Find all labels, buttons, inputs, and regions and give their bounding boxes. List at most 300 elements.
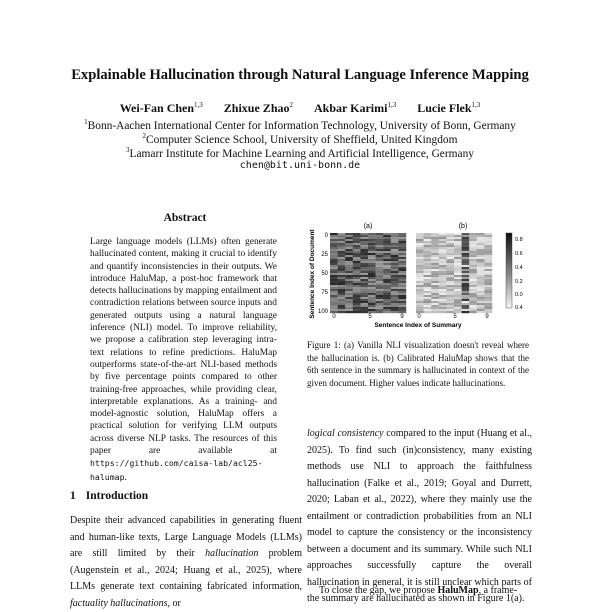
heatmap-cell	[416, 309, 424, 311]
heatmap-cell	[368, 289, 376, 291]
heatmap-cell	[484, 245, 492, 247]
heatmap-cell	[454, 271, 462, 273]
heatmap-cell	[360, 253, 368, 255]
heatmap-cell	[431, 301, 439, 303]
heatmap-cell	[383, 249, 391, 251]
heatmap-cell	[431, 305, 439, 307]
heatmap-cell	[330, 279, 338, 281]
heatmap-cell	[338, 245, 346, 247]
heatmap-cell	[446, 269, 454, 271]
heatmap-cell	[454, 277, 462, 279]
heatmap-cell	[431, 307, 439, 309]
heatmap-cell	[469, 285, 477, 287]
heatmap-cell	[391, 309, 399, 311]
heatmap-cell	[383, 261, 391, 263]
heatmap-cell	[330, 265, 338, 267]
heatmap-cell	[360, 233, 368, 235]
heatmap-cell	[454, 285, 462, 287]
heatmap-cell	[454, 261, 462, 263]
contact-email[interactable]: chen@bit.uni-bonn.de	[239, 160, 361, 171]
heatmap-cell	[338, 277, 346, 279]
heatmap-cell	[431, 311, 439, 313]
y-tick: 50	[321, 271, 328, 277]
heatmap-cell	[391, 239, 399, 241]
heatmap-cell	[376, 273, 384, 275]
heatmap-cell	[416, 237, 424, 239]
heatmap-cell	[383, 283, 391, 285]
heatmap-cell	[353, 269, 361, 271]
heatmap-cell	[484, 237, 492, 239]
heatmap-cell	[446, 285, 454, 287]
heatmap-cell	[446, 265, 454, 267]
heatmap-cell	[376, 235, 384, 237]
heatmap-cell	[376, 239, 384, 241]
heatmap-cell	[477, 271, 485, 273]
heatmap-cell	[391, 311, 399, 313]
heatmap-cell	[391, 241, 399, 243]
heatmap-cell	[469, 239, 477, 241]
heatmap-cell	[416, 243, 424, 245]
heatmap-cell	[391, 295, 399, 297]
heatmap-cell	[345, 259, 353, 261]
heatmap-cell	[477, 255, 485, 257]
heatmap-cell	[484, 291, 492, 293]
heatmap-cell	[462, 263, 470, 265]
heatmap-cell	[376, 303, 384, 305]
heatmap-cell	[330, 299, 338, 301]
heatmap-cell	[469, 245, 477, 247]
paper-title: Explainable Hallucination through Natural Language Inference Mapping	[71, 67, 529, 83]
heatmap-cell	[383, 239, 391, 241]
heatmap-cell	[345, 251, 353, 253]
heatmap-cell	[416, 257, 424, 259]
heatmap-cell	[484, 239, 492, 241]
heatmap-cell	[360, 277, 368, 279]
heatmap-cell	[454, 295, 462, 297]
heatmap-cell	[368, 283, 376, 285]
heatmap-cell	[462, 235, 470, 237]
heatmap-cell	[431, 273, 439, 275]
heatmap-cell	[391, 305, 399, 307]
heatmap-cell	[368, 293, 376, 295]
heatmap-cell	[462, 271, 470, 273]
heatmap-cell	[360, 279, 368, 281]
heatmap-cell	[398, 247, 406, 249]
heatmap-cell	[416, 253, 424, 255]
heatmap-cell	[338, 247, 346, 249]
heatmap-cell	[416, 239, 424, 241]
heatmap-cell	[330, 305, 338, 307]
heatmap-cell	[484, 287, 492, 289]
heatmap-cell	[345, 309, 353, 311]
heatmap-cell	[454, 283, 462, 285]
heatmap-cell	[338, 299, 346, 301]
heatmap-cell	[484, 311, 492, 313]
heatmap-cell	[446, 311, 454, 313]
heatmap-cell	[376, 249, 384, 251]
heatmap-cell	[484, 247, 492, 249]
heatmap-cell	[424, 285, 432, 287]
heatmap-cell	[376, 261, 384, 263]
heatmap-cell	[416, 233, 424, 235]
heatmap-cell	[338, 251, 346, 253]
heatmap-cell	[477, 297, 485, 299]
heatmap-cell	[477, 303, 485, 305]
heatmap-cell	[416, 277, 424, 279]
heatmap-cell	[338, 289, 346, 291]
heatmap-cell	[424, 241, 432, 243]
heatmap-cell	[383, 237, 391, 239]
heatmap-cell	[424, 289, 432, 291]
heatmap-cell	[338, 237, 346, 239]
affiliation: $^1$Bonn-Aachen International Center for Information Technology, University of Bonn, Germany	[84, 118, 516, 132]
heatmap-cell	[376, 281, 384, 283]
heatmap-cell	[439, 283, 447, 285]
heatmap-cell	[454, 237, 462, 239]
heatmap-cell	[416, 285, 424, 287]
resource-link[interactable]: https://github.com/caisa-lab/acl25-halumap	[90, 458, 263, 482]
heatmap-cell	[469, 271, 477, 273]
heatmap-cell	[398, 253, 406, 255]
heatmap-cell	[345, 263, 353, 265]
heatmap-cell	[431, 237, 439, 239]
heatmap-cell	[383, 297, 391, 299]
heatmap-cell	[424, 261, 432, 263]
heatmap-cell	[345, 273, 353, 275]
heatmap-cell	[477, 249, 485, 251]
heatmap-cell	[376, 263, 384, 265]
heatmap-cell	[477, 241, 485, 243]
heatmap-cell	[462, 251, 470, 253]
heatmap-cell	[353, 301, 361, 303]
heatmap-cell	[391, 249, 399, 251]
heatmap-cell	[353, 265, 361, 267]
heatmap-cell	[469, 267, 477, 269]
heatmap-cell	[368, 239, 376, 241]
heatmap-cell	[353, 285, 361, 287]
heatmap-cell	[360, 273, 368, 275]
heatmap-cell	[338, 285, 346, 287]
heatmap-cell	[376, 297, 384, 299]
heatmap-cell	[353, 281, 361, 283]
heatmap-cell	[353, 277, 361, 279]
body-paragraph: To close the gap, we propose HaluMap, a frame-	[319, 585, 518, 596]
heatmap-cell	[353, 295, 361, 297]
heatmap-cell	[431, 287, 439, 289]
heatmap-cell	[424, 277, 432, 279]
heatmap-cell	[330, 247, 338, 249]
heatmap-cell	[439, 303, 447, 305]
heatmap-cell	[446, 245, 454, 247]
heatmap-cell	[446, 307, 454, 309]
heatmap-cell	[439, 263, 447, 265]
heatmap-cell	[477, 295, 485, 297]
heatmap-cell	[484, 269, 492, 271]
heatmap-cell	[424, 281, 432, 283]
heatmap-cell	[454, 267, 462, 269]
heatmap-cell	[345, 271, 353, 273]
heatmap-cell	[462, 291, 470, 293]
heatmap-cell	[383, 301, 391, 303]
heatmap-cell	[383, 245, 391, 247]
heatmap-cell	[439, 279, 447, 281]
x-tick: 9	[485, 314, 489, 320]
heatmap-cell	[383, 235, 391, 237]
heatmap-cell	[484, 301, 492, 303]
heatmap-cell	[446, 235, 454, 237]
heatmap-cell	[469, 301, 477, 303]
heatmap-cell	[462, 241, 470, 243]
heatmap-cell	[383, 275, 391, 277]
heatmap-cell	[353, 305, 361, 307]
heatmap-cell	[383, 279, 391, 281]
heatmap-cell	[345, 287, 353, 289]
heatmap-cell	[431, 269, 439, 271]
heatmap-cell	[439, 273, 447, 275]
heatmap-cell	[446, 257, 454, 259]
heatmap-cell	[484, 285, 492, 287]
heatmap-cell	[376, 277, 384, 279]
heatmap-cell	[477, 309, 485, 311]
heatmap-cell	[345, 297, 353, 299]
heatmap-cell	[330, 295, 338, 297]
heatmap-cell	[469, 249, 477, 251]
heatmap-cell	[439, 249, 447, 251]
heatmap-cell	[424, 253, 432, 255]
heatmap-cell	[439, 235, 447, 237]
heatmap-cell	[484, 259, 492, 261]
heatmap-cell	[424, 293, 432, 295]
heatmap-cell	[462, 269, 470, 271]
heatmap-cell	[484, 277, 492, 279]
heatmap-cell	[454, 259, 462, 261]
heatmap-cell	[338, 303, 346, 305]
heatmap-cell	[484, 257, 492, 259]
heatmap-cell	[462, 265, 470, 267]
heatmap-cell	[462, 275, 470, 277]
heatmap-cell	[376, 241, 384, 243]
heatmap-cell	[462, 305, 470, 307]
heatmap-cell	[424, 307, 432, 309]
heatmap-cell	[368, 265, 376, 267]
heatmap-cell	[416, 289, 424, 291]
heatmap-cell	[383, 251, 391, 253]
heatmap-cell	[330, 253, 338, 255]
heatmap-cell	[469, 287, 477, 289]
x-tick: 0	[332, 314, 336, 320]
heatmap-cell	[462, 239, 470, 241]
heatmap-cell	[383, 253, 391, 255]
heatmap-cell	[383, 295, 391, 297]
heatmap-cell	[424, 257, 432, 259]
heatmap-cell	[462, 259, 470, 261]
heatmap-cell	[353, 245, 361, 247]
heatmap-cell	[454, 297, 462, 299]
heatmap-cell	[360, 285, 368, 287]
heatmap-cell	[469, 251, 477, 253]
heatmap-cell	[439, 307, 447, 309]
heatmap-cell	[368, 249, 376, 251]
heatmap-cell	[391, 303, 399, 305]
heatmap-cell	[368, 247, 376, 249]
heatmap-cell	[431, 239, 439, 241]
heatmap-cell	[368, 245, 376, 247]
heatmap-cell	[360, 291, 368, 293]
author: Lucie Flek$^{1,3}$	[417, 101, 481, 115]
x-tick: 9	[400, 314, 404, 320]
heatmap-cell	[360, 311, 368, 313]
heatmap-cell	[477, 275, 485, 277]
figure-caption: Figure 1: (a) Vanilla NLI visualization doesn't reveal where the hallucination is. (b) Calibrated HaluMap shows that the 6th sentence in the summary is hallucinated in context of the given document. Higher values indicate hallucinations.	[307, 340, 529, 389]
heatmap-cell	[454, 305, 462, 307]
heatmap-cell	[431, 261, 439, 263]
colorbar-tick: 0.6	[515, 251, 523, 257]
heatmap-cell	[383, 309, 391, 311]
heatmap-cell	[398, 305, 406, 307]
heatmap-cell	[439, 275, 447, 277]
heatmap-cell	[376, 267, 384, 269]
heatmap-cell	[416, 265, 424, 267]
heatmap-cell	[477, 299, 485, 301]
heatmap-cell	[360, 259, 368, 261]
heatmap-cell	[338, 263, 346, 265]
heatmap-cell	[477, 301, 485, 303]
heatmap-cell	[360, 261, 368, 263]
heatmap-cell	[416, 295, 424, 297]
heatmap-cell	[446, 283, 454, 285]
heatmap-cell	[353, 243, 361, 245]
heatmap-cell	[446, 271, 454, 273]
heatmap-cell	[462, 295, 470, 297]
heatmap-cell	[376, 291, 384, 293]
heatmap-cell	[439, 267, 447, 269]
heatmap-cell	[398, 259, 406, 261]
heatmap-cell	[439, 299, 447, 301]
heatmap-cell	[360, 255, 368, 257]
heatmap-cell	[360, 307, 368, 309]
heatmap-cell	[469, 303, 477, 305]
heatmap-cell	[383, 285, 391, 287]
heatmap-cell	[368, 251, 376, 253]
heatmap-cell	[462, 301, 470, 303]
heatmap-cell	[360, 247, 368, 249]
affiliation: $^3$Lamarr Institute for Machine Learning and Artificial Intelligence, Germany	[126, 146, 474, 160]
y-tick: 25	[321, 252, 328, 258]
heatmap-cell	[484, 253, 492, 255]
heatmap-cell	[353, 259, 361, 261]
heatmap-cell	[338, 297, 346, 299]
colorbar-tick: 0.8	[515, 237, 523, 243]
heatmap-cell	[368, 285, 376, 287]
heatmap-cell	[477, 269, 485, 271]
heatmap-cell	[424, 245, 432, 247]
heatmap-cell	[424, 243, 432, 245]
heatmap-cell	[368, 271, 376, 273]
heatmap-cell	[383, 273, 391, 275]
heatmap-cell	[477, 239, 485, 241]
heatmap-cell	[391, 259, 399, 261]
heatmap-cell	[424, 249, 432, 251]
heatmap-cell	[360, 275, 368, 277]
heatmap-cell	[360, 281, 368, 283]
heatmap-cell	[368, 233, 376, 235]
heatmap-cell	[454, 235, 462, 237]
heatmap-cell	[338, 253, 346, 255]
heatmap-cell	[469, 305, 477, 307]
heatmap-cell	[345, 293, 353, 295]
x-axis-label: Sentence Index of Summary	[374, 322, 462, 329]
heatmap-cell	[416, 245, 424, 247]
heatmap-cell	[353, 311, 361, 313]
heatmap-cell	[424, 239, 432, 241]
heatmap-cell	[360, 265, 368, 267]
heatmap-cell	[431, 297, 439, 299]
heatmap-cell	[338, 293, 346, 295]
heatmap-cell	[398, 311, 406, 313]
heatmap-cell	[338, 239, 346, 241]
heatmap-cell	[398, 255, 406, 257]
heatmap-cell	[469, 281, 477, 283]
heatmap-cell	[360, 269, 368, 271]
heatmap-cell	[330, 251, 338, 253]
heatmap-cell	[454, 287, 462, 289]
colorbar-tick: 0.0	[515, 292, 523, 298]
heatmap-cell	[383, 289, 391, 291]
heatmap-cell	[469, 283, 477, 285]
heatmap-cell	[431, 247, 439, 249]
heatmap-cell	[446, 249, 454, 251]
heatmap-cell	[398, 257, 406, 259]
heatmap-cell	[338, 235, 346, 237]
heatmap-cell	[469, 257, 477, 259]
heatmap-cell	[469, 243, 477, 245]
abstract-text: Large language models (LLMs) often generate hallucinated content, making it crucial to identify and quantify inconsistencies in their outputs. We introduce HaluMap, a post-hoc framework that detects hallucinations by mapping entailment and contradiction relations between source inputs and generated outputs using a natural language inference (NLI) model. To improve reliability, we propose a calibration step leveraging intra-text relations to refine predictions. HaluMap outperforms state-of-the-art NLI-based methods by five percentage points compared to other training-free approaches, while providing clear, interpretable explanations. As a training- and model-agnostic solution, HaluMap offers a practical solution for verifying LLM outputs across diverse NLP tasks. The resources of this paper are available at https://github.com/caisa-lab/acl25-halumap.	[90, 237, 277, 483]
heatmap-cell	[469, 293, 477, 295]
heatmap-cell	[416, 271, 424, 273]
heatmap-cell	[338, 283, 346, 285]
heatmap-cell	[360, 297, 368, 299]
colorbar-tick: 0.4	[515, 265, 523, 271]
heatmap-cell	[416, 305, 424, 307]
heatmap-cell	[477, 237, 485, 239]
heatmap-cell	[454, 263, 462, 265]
heatmap-cell	[416, 263, 424, 265]
heatmap-cell	[383, 265, 391, 267]
heatmap-cell	[484, 295, 492, 297]
heatmap-cell	[368, 309, 376, 311]
heatmap-cell	[383, 267, 391, 269]
heatmap-cell	[439, 241, 447, 243]
heatmap-cell	[398, 233, 406, 235]
heatmap-cell	[462, 243, 470, 245]
heatmap-cell	[469, 289, 477, 291]
heatmap-cell	[398, 251, 406, 253]
heatmap-cell	[431, 267, 439, 269]
heatmap-cell	[391, 233, 399, 235]
heatmap-cell	[454, 241, 462, 243]
heatmap-cell	[353, 247, 361, 249]
heatmap-cell	[383, 243, 391, 245]
heatmap-cell	[424, 287, 432, 289]
heatmap-cell	[368, 275, 376, 277]
heatmap-cell	[484, 251, 492, 253]
colorbar-tick: 0.2	[515, 279, 523, 285]
heatmap-cell	[398, 271, 406, 273]
heatmap-cell	[416, 291, 424, 293]
introduction-paragraph: Despite their advanced capabilities in generating fluent and human-like texts, Large Language Models (LLMs) are still limited by their hallucination problem (Augenstein et al., 2024; Huang et al., 2025), where LLMs generate text containing fabricated information, factuality hallucinations, or	[70, 515, 302, 609]
heatmap-cell	[345, 237, 353, 239]
heatmap-cell	[416, 251, 424, 253]
